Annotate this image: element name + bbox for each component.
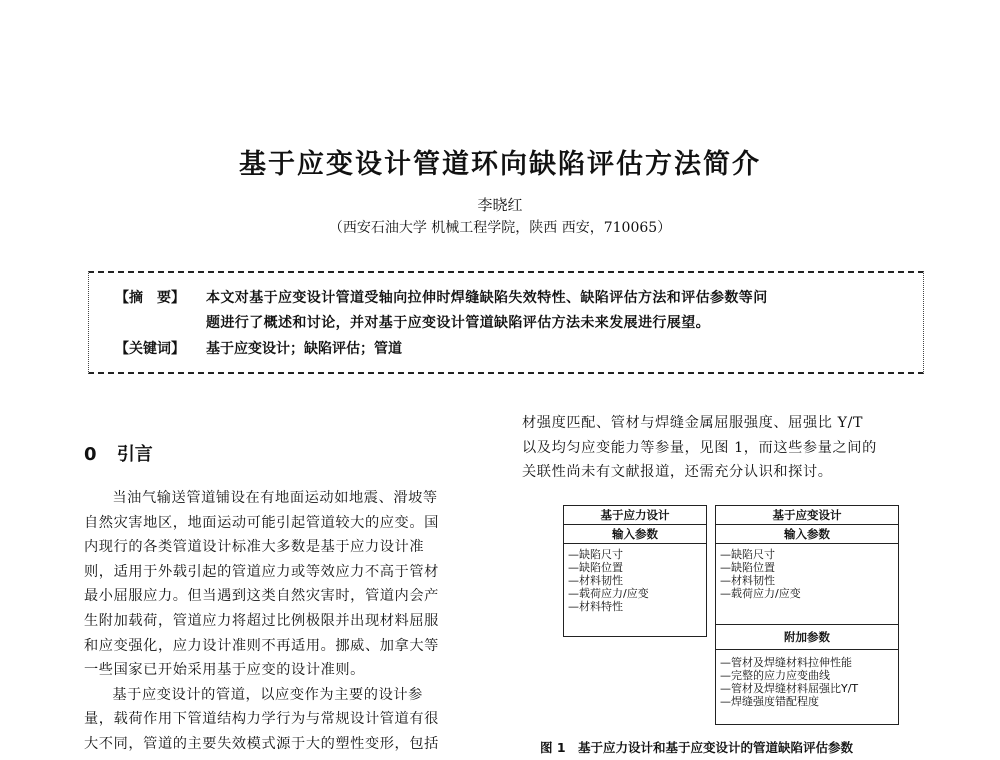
section-title: 引言 (116, 444, 153, 465)
additional-params-list (716, 650, 898, 708)
abstract-box (88, 271, 924, 374)
strain-design-panel (715, 505, 899, 625)
text-line: 以及均匀应变能力等参量，见图 1，而这些参量之间的 (522, 439, 877, 456)
list-item: —载荷应力/应变 (720, 587, 801, 600)
list-item: —焊缝强度错配程度 (720, 695, 819, 708)
text-line: 自然灾害地区，地面运动可能引起管道较大的应变。国 (84, 514, 439, 531)
stress-input-header: 输入参数 (564, 525, 706, 544)
list-item: —管材及焊缝材料屈强比Y/T (720, 682, 859, 695)
strain-input-header: 输入参数 (716, 525, 898, 544)
text-line: 当油气输送管道铺设在有地面运动如地震、滑坡等 (112, 490, 438, 506)
additional-params-panel (715, 624, 899, 725)
additional-params-header: 附加参数 (716, 625, 898, 650)
list-item: —材料特性 (568, 600, 623, 613)
text-line: 则，适用于外载引起的管道应力或等效应力不高于管材 (84, 563, 439, 580)
right-column (522, 411, 930, 485)
stress-design-panel (563, 505, 707, 637)
keywords-label: 【关键词】 (115, 341, 185, 357)
abstract-line-1: 本文对基于应变设计管道受轴向拉伸时焊缝缺陷失效特性、缺陷评估方法和评估参数等问 (206, 290, 768, 306)
strain-input-list (716, 544, 898, 600)
paper-title: 基于应变设计管道环向缺陷评估方法简介 (239, 149, 761, 180)
list-item: —管材及焊缝材料拉伸性能 (720, 656, 852, 669)
affiliation: （西安石油大学 机械工程学院，陕西 西安，710065） (328, 220, 672, 236)
text-line: 材强度匹配、管材与焊缝金属屈服强度、屈强比 Y/T (522, 415, 864, 431)
abstract-line-2: 题进行了概述和讨论，并对基于应变设计管道缺陷评估方法未来发展进行展望。 (206, 315, 710, 331)
figure-1 (563, 505, 899, 725)
list-item: —缺陷位置 (568, 561, 623, 574)
section-number: 0 (84, 444, 97, 465)
list-item: —材料韧性 (568, 574, 623, 587)
list-item: —缺陷位置 (720, 561, 775, 574)
keywords: 基于应变设计；缺陷评估；管道 (206, 341, 402, 357)
figure-caption: 图 1 基于应力设计和基于应变设计的管道缺陷评估参数 (540, 740, 854, 755)
author: 李晓红 (477, 196, 523, 214)
text-line: 最小屈服应力。但当遇到这类自然灾害时，管道内会产 (84, 588, 439, 605)
left-column (84, 486, 490, 757)
stress-input-list (564, 544, 706, 613)
abstract-label: 【摘 要】 (115, 290, 185, 306)
list-item: —材料韧性 (720, 574, 775, 587)
list-item: —缺陷尺寸 (720, 548, 775, 561)
stress-design-header: 基于应力设计 (564, 506, 706, 525)
text-line: 生附加载荷，管道应力将超过比例极限并出现材料屈服 (84, 612, 439, 629)
text-line: 一些国家已开始采用基于应变的设计准则。 (84, 662, 365, 679)
list-item: —缺陷尺寸 (568, 548, 623, 561)
text-line: 大不同，管道的主要失效模式源于大的塑性变形，包括 (84, 735, 439, 752)
list-item: —载荷应力/应变 (568, 587, 649, 600)
text-line: 量，载荷作用下管道结构力学行为与常规设计管道有很 (84, 711, 439, 728)
list-item: —完整的应力应变曲线 (720, 669, 830, 682)
text-line: 关联性尚未有文献报道，还需充分认识和探讨。 (522, 464, 833, 481)
text-line: 内现行的各类管道设计标准大多数是基于应力设计准 (84, 539, 425, 556)
strain-design-header: 基于应变设计 (716, 506, 898, 525)
text-line: 基于应变设计的管道，以应变作为主要的设计参 (112, 686, 423, 703)
text-line: 和应变强化，应力设计准则不再适用。挪威、加拿大等 (84, 637, 439, 654)
section-heading (84, 440, 153, 466)
